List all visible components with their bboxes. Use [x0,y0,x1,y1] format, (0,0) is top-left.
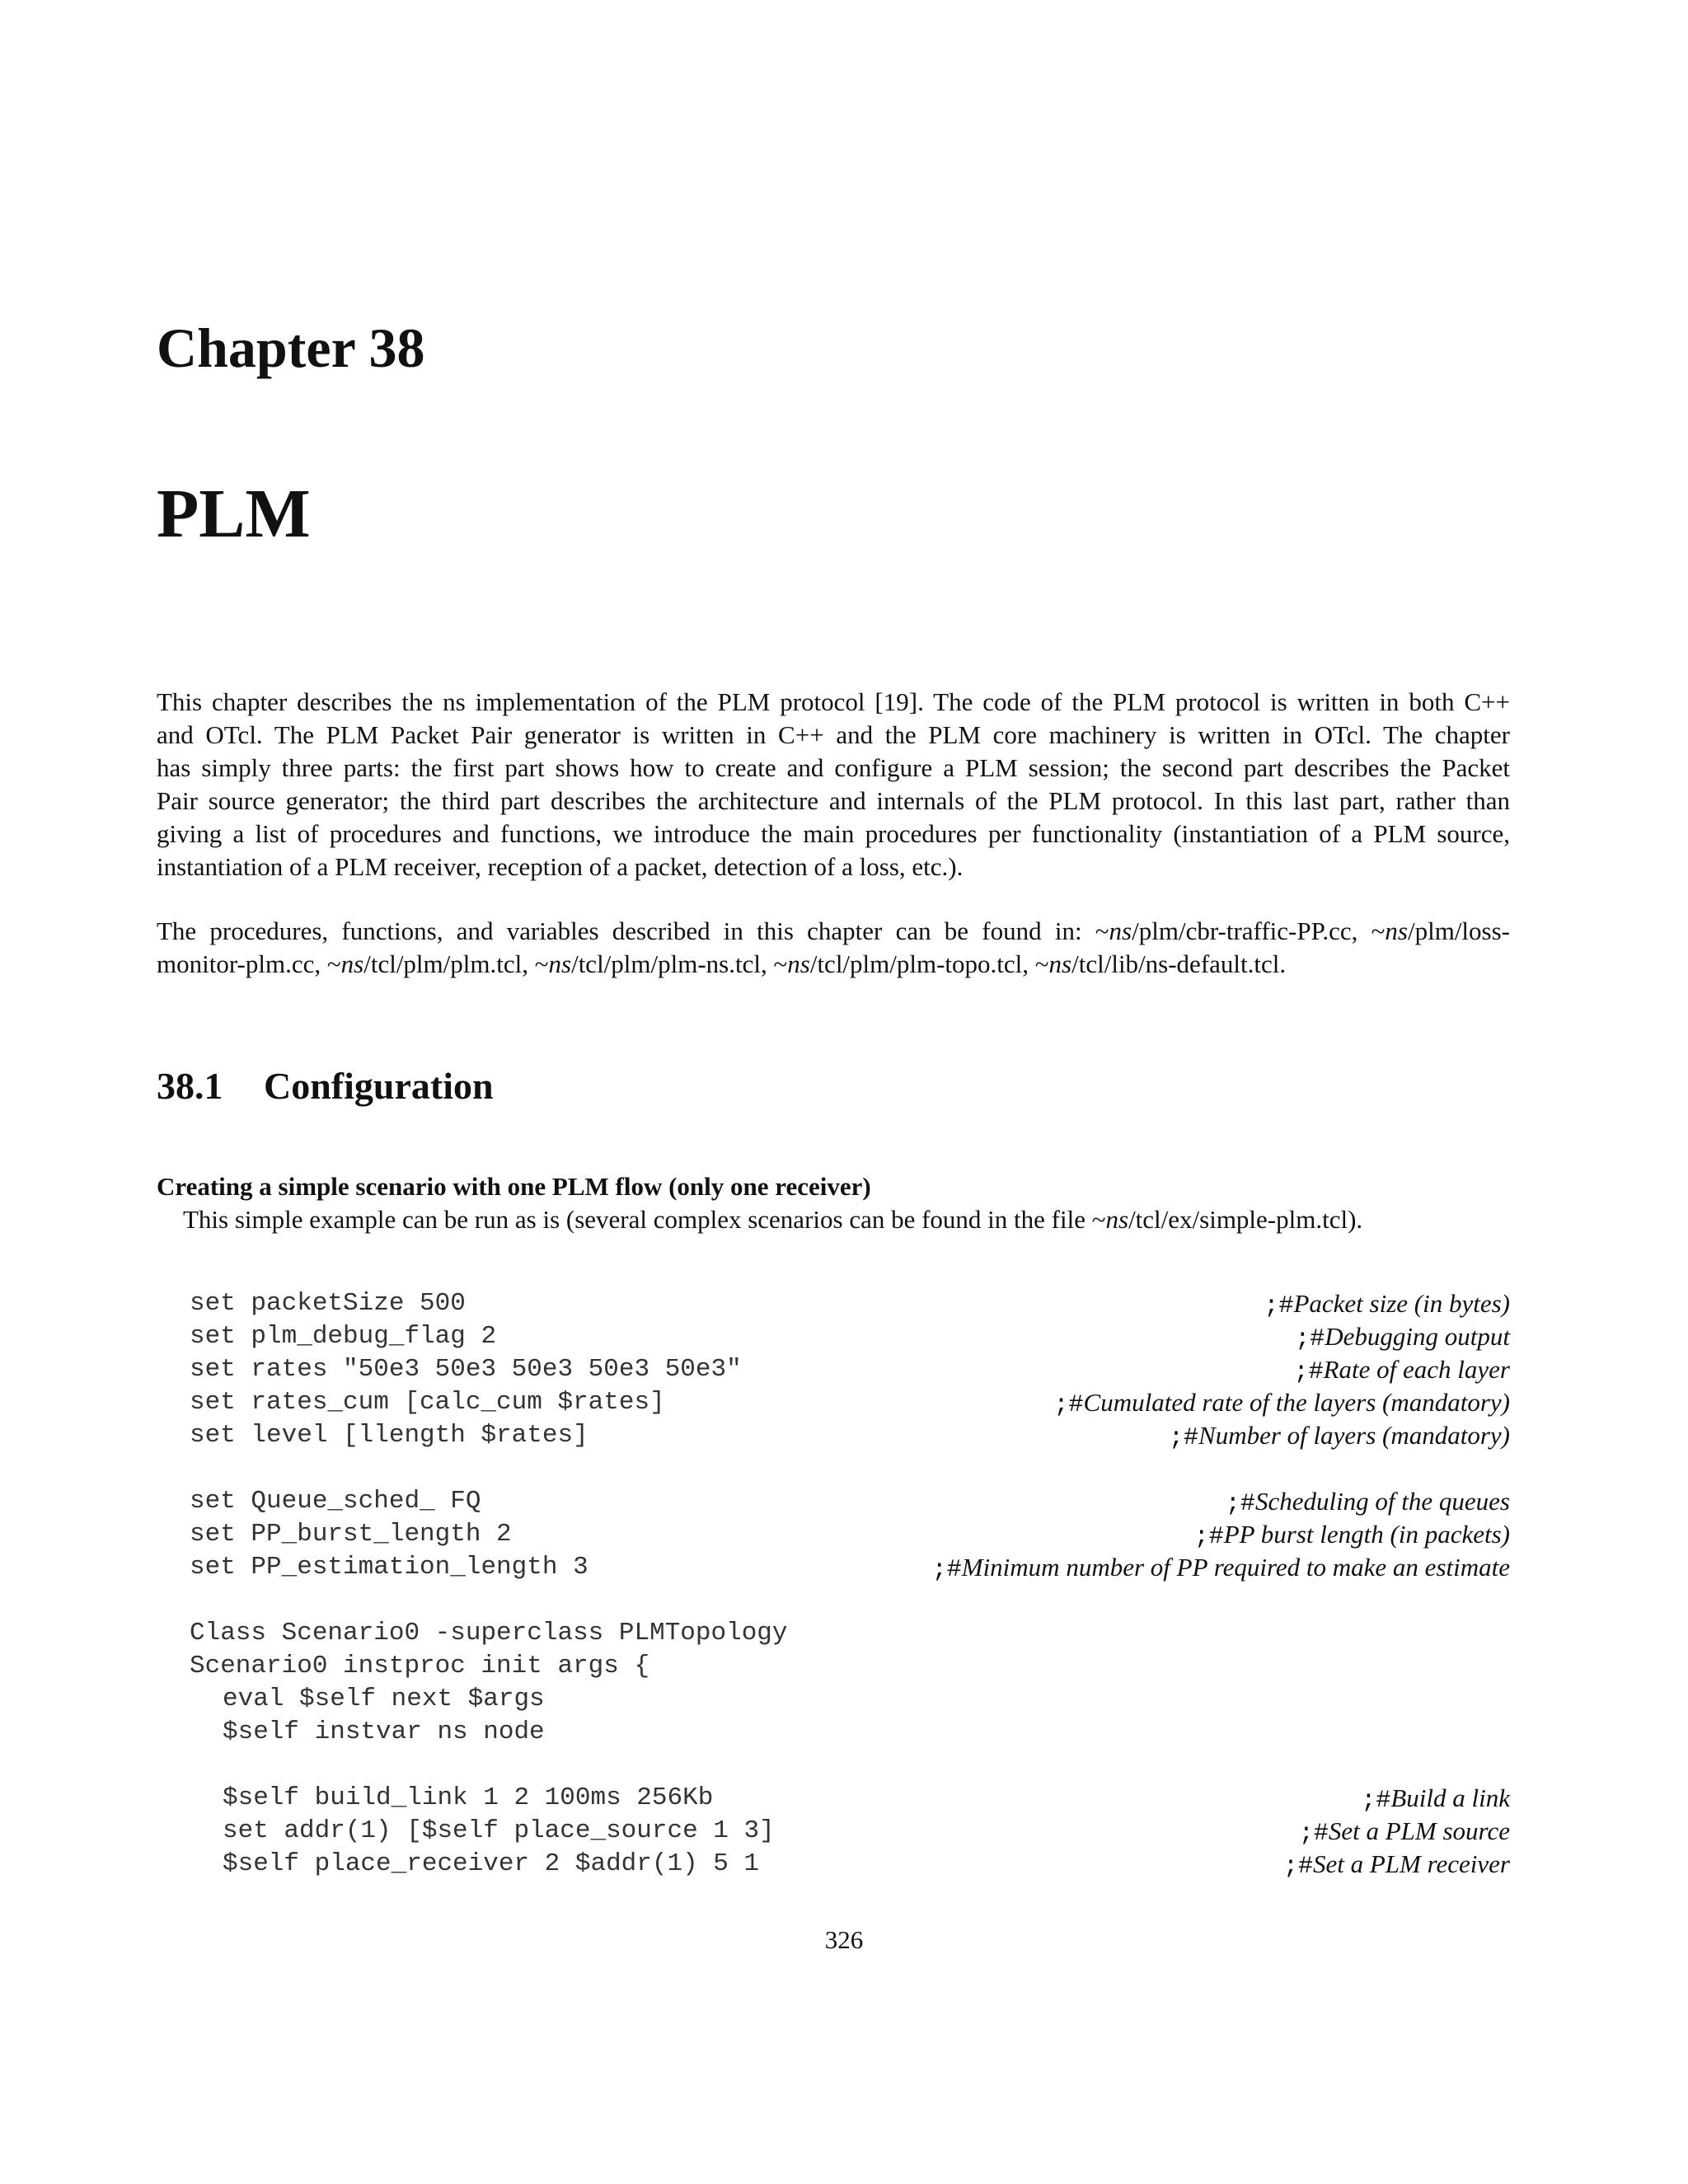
code-text: Scenario0 instproc init args { [190,1652,650,1680]
code-comment [1295,1320,1510,1356]
comment-marker: ;# [1361,1787,1391,1815]
code-comment [1226,1485,1510,1521]
code-comment [1169,1419,1510,1455]
comment-marker: ;# [931,1556,962,1584]
source-files-line [157,948,1510,981]
code-text: Class Scenario0 -superclass PLMTopology [190,1619,788,1647]
comment-marker: ;# [1298,1820,1329,1848]
file-path: /tcl/plm/plm-ns.tcl, ~ [571,949,788,978]
example-text: /tcl/ex/simple-plm.tcl). [1128,1205,1363,1234]
ns-path: ns [548,949,572,978]
section-title: Configuration [264,1065,494,1107]
comment-text: Set a PLM receiver [1312,1849,1510,1878]
code-text: set level [llength $rates] [190,1421,588,1450]
file-path: /tcl/lib/ns-default.tcl. [1071,949,1287,978]
code-text: set packetSize 500 [190,1289,466,1318]
file-path: /plm/loss- [1407,916,1510,945]
comment-text: Number of layers (mandatory) [1198,1421,1510,1450]
section-number: 38.1 [157,1065,223,1107]
code-line [190,1287,1510,1320]
intro-line: has simply three parts: the first part shows how to create and configure a PLM session; the second part describes the Packet [157,753,1510,782]
page-number: 326 [824,1925,864,1954]
source-files-line [157,915,1510,948]
intro-line: and OTcl. The PLM Packet Pair generator is written in C++ and the PLM core machinery is written in OTcl. The chapter [157,720,1510,749]
code-comment [1264,1287,1510,1323]
code-blank-line [190,1452,1510,1485]
example-description [183,1203,1362,1236]
comment-marker: ;# [1053,1391,1084,1419]
comment-text: Rate of each layer [1323,1355,1510,1384]
code-comment [1361,1782,1510,1817]
comment-text: Scheduling of the queues [1254,1487,1510,1516]
code-line [190,1485,1510,1518]
intro-line: giving a list of procedures and functions, we introduce the main procedures per functionality (instantiation of a PLM source, [157,819,1510,848]
code-text: set plm_debug_flag 2 [190,1322,497,1351]
code-text: set rates_cum [calc_cum $rates] [190,1388,665,1417]
ns-path: ns [1048,949,1072,978]
ns-path: ns [1105,1205,1129,1234]
comment-marker: ;# [1293,1358,1324,1386]
source-files-text: The procedures, functions, and variables described in this chapter can be found in: ~ [157,916,1109,945]
intro-line: This chapter describes the ns implementation of the PLM protocol [19]. The code of the PLM protocol is written in both C++ [157,687,1510,716]
comment-text: Packet size (in bytes) [1293,1289,1510,1318]
comment-text: Cumulated rate of the layers (mandatory) [1083,1388,1510,1417]
code-line [190,1386,1510,1419]
code-comment [1299,1815,1510,1850]
code-text: set PP_estimation_length 3 [190,1553,588,1582]
file-path: /tcl/plm/plm-topo.tcl, ~ [809,949,1049,978]
comment-text: Set a PLM source [1328,1816,1510,1845]
code-text: set addr(1) [$self place_source 1 3] [223,1816,775,1845]
chapter-title: PLM [157,476,311,552]
code-comment [1294,1353,1510,1389]
ns-path: ns [340,949,364,978]
code-text: $self place_receiver 2 $addr(1) 5 1 [223,1849,760,1878]
comment-marker: ;# [1282,1853,1313,1881]
intro-line: instantiation of a PLM receiver, reception of a packet, detection of a loss, etc.). [157,852,964,881]
code-line [190,1419,1510,1452]
code-line [190,1551,1510,1584]
comment-text: Build a link [1390,1783,1510,1812]
code-line [190,1518,1510,1551]
comment-marker: ;# [1193,1523,1224,1551]
chapter-label: Chapter 38 [157,316,425,379]
section-heading [157,1063,494,1108]
code-line [190,1683,1510,1716]
code-comment [1194,1518,1510,1554]
comment-marker: ;# [1169,1424,1199,1452]
code-text: set rates "50e3 50e3 50e3 50e3 50e3" [190,1355,742,1384]
example-text: This simple example can be run as is (several complex scenarios can be found in the file ~ [183,1205,1106,1234]
code-line [190,1353,1510,1386]
code-comment [1054,1386,1510,1422]
comment-text: Minimum number of PP required to make an estimate [961,1553,1510,1582]
code-line [190,1320,1510,1353]
code-line [190,1848,1510,1881]
ns-path: ns [1385,916,1408,945]
code-line [190,1716,1510,1749]
code-text: set Queue_sched_ FQ [190,1487,481,1516]
code-line [190,1815,1510,1848]
file-path: monitor-plm.cc, ~ [157,949,341,978]
code-text: eval $self next $args [223,1685,545,1713]
code-text: $self build_link 1 2 100ms 256Kb [223,1783,714,1812]
code-comment [932,1551,1510,1586]
comment-text: PP burst length (in packets) [1223,1520,1510,1549]
comment-text: Debugging output [1325,1322,1510,1351]
file-path: /tcl/plm/plm.tcl, ~ [363,949,549,978]
ns-path: ns [1109,916,1132,945]
example-heading: Creating a simple scenario with one PLM flow (only one receiver) [157,1172,871,1201]
intro-line: Pair source generator; the third part describes the architecture and internals of the PLM protocol. In this last part, rather than [157,786,1510,815]
code-listing [190,1287,1510,1881]
code-blank-line [190,1749,1510,1782]
comment-marker: ;# [1295,1325,1325,1353]
code-blank-line [190,1584,1510,1617]
file-path: /plm/cbr-traffic-PP.cc, ~ [1132,916,1386,945]
code-line [190,1650,1510,1683]
code-line [190,1782,1510,1815]
code-line [190,1617,1510,1650]
source-files-paragraph [157,915,1510,981]
code-text: $self instvar ns node [223,1718,545,1746]
code-text: set PP_burst_length 2 [190,1520,512,1549]
ns-path: ns [787,949,810,978]
code-comment [1283,1848,1510,1883]
comment-marker: ;# [1264,1292,1294,1320]
intro-paragraph [157,686,1510,883]
comment-marker: ;# [1225,1490,1255,1518]
